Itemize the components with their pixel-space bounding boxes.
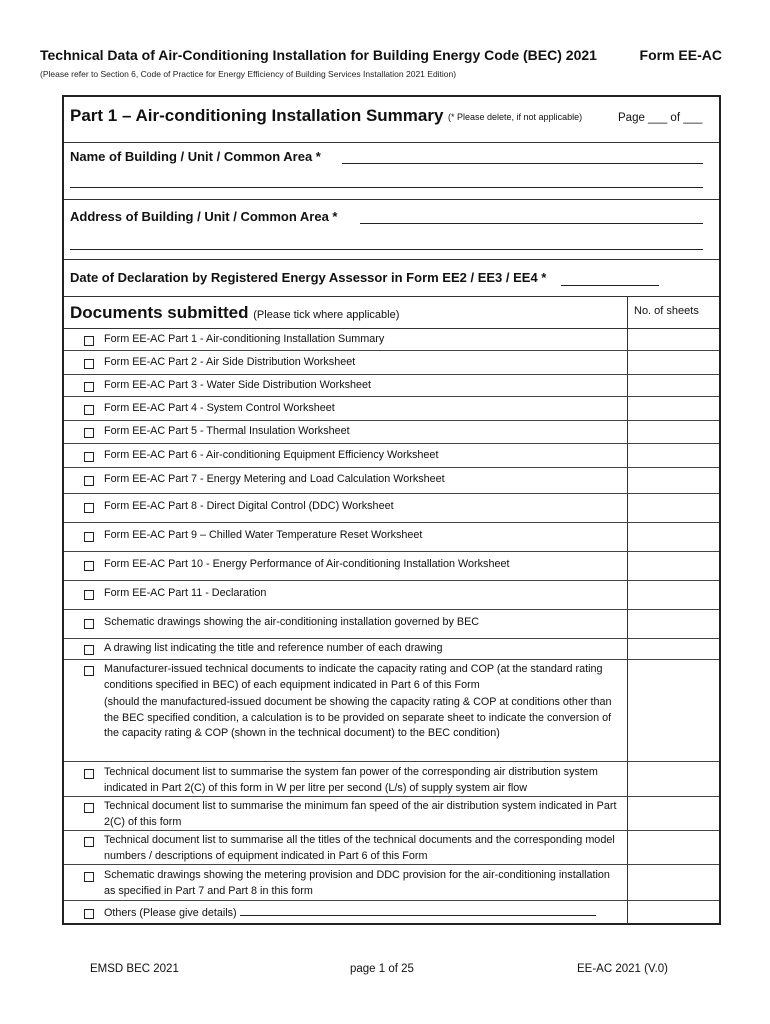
checkbox[interactable]	[84, 532, 94, 542]
address-label: Address of Building / Unit / Common Area *	[70, 209, 338, 224]
footer-left: EMSD BEC 2021	[90, 963, 179, 975]
document-item-cell	[64, 581, 627, 609]
document-item	[64, 639, 719, 660]
document-item-cell	[64, 610, 627, 638]
others-details-input[interactable]	[240, 905, 596, 916]
checkbox[interactable]	[84, 503, 94, 513]
documents-title	[70, 303, 399, 323]
document-item-label: Technical document list to summarise the minimum fan speed of the air distribution system indicated in Part 2(C) of this form	[104, 800, 617, 828]
document-item-cell	[64, 552, 627, 580]
footer-right: EE-AC 2021 (V.0)	[577, 963, 668, 975]
document-item	[64, 660, 719, 762]
reference-note: (Please refer to Section 6, Code of Practice for Energy Efficiency of Building Services Installation 2021 Edition)	[40, 69, 457, 79]
document-item-cell	[64, 468, 627, 493]
document-item-label: Technical document list to summarise the system fan power of the corresponding air distribution system indicated in Part 2(C) of this form in W per litre per second (L/s) of supply system air flow	[104, 766, 598, 794]
document-item-cell	[64, 397, 627, 420]
part1-title: Part 1 – Air-conditioning Installation Summary	[70, 106, 444, 125]
document-item-label: Form EE-AC Part 10 - Energy Performance of Air-conditioning Installation Worksheet	[104, 558, 510, 570]
checkbox[interactable]	[84, 619, 94, 629]
document-item	[64, 397, 719, 421]
form-title: Technical Data of Air-Conditioning Installation for Building Energy Code (BEC) 2021	[40, 47, 597, 63]
part1-header-row	[64, 97, 719, 143]
checkbox[interactable]	[84, 561, 94, 571]
document-item-label: Form EE-AC Part 2 - Air Side Distribution Worksheet	[104, 356, 356, 368]
document-item-cell	[64, 494, 627, 522]
document-item-label: Manufacturer-issued technical documents to indicate the capacity rating and COP (at the standard rating conditions specified in BEC) of each equipment indicated in Part 6 of this Form	[104, 663, 603, 691]
sheets-column-header: No. of sheets	[634, 305, 699, 317]
documents-title-text: Documents submitted	[70, 303, 249, 322]
address-input-line-2[interactable]	[70, 235, 703, 250]
document-item-label: Form EE-AC Part 8 - Direct Digital Control (DDC) Worksheet	[104, 500, 394, 512]
address-row	[64, 200, 719, 260]
document-item-label: Technical document list to summarise all the titles of the technical documents and the corresponding model numbers / descriptions of equipment indicated in Part 6 of this Form	[104, 834, 615, 862]
checkbox[interactable]	[84, 405, 94, 415]
document-item-cell	[64, 901, 627, 925]
document-item-others	[64, 901, 719, 925]
building-name-label: Name of Building / Unit / Common Area *	[70, 149, 321, 164]
document-item-label: Form EE-AC Part 6 - Air-conditioning Equipment Efficiency Worksheet	[104, 449, 439, 461]
document-item-cell	[64, 639, 627, 659]
document-item-cell	[64, 444, 627, 467]
document-item	[64, 610, 719, 639]
checkbox[interactable]	[84, 666, 94, 676]
document-item-cell	[64, 865, 627, 900]
building-name-input-line-1[interactable]	[342, 149, 703, 164]
document-item	[64, 375, 719, 397]
document-item-cell	[64, 762, 627, 796]
declaration-date-row	[64, 260, 719, 297]
form-id: Form EE-AC	[639, 47, 722, 63]
document-item-label: Form EE-AC Part 1 - Air-conditioning Installation Summary	[104, 333, 385, 345]
checkbox[interactable]	[84, 336, 94, 346]
checkbox[interactable]	[84, 769, 94, 779]
document-item	[64, 351, 719, 375]
document-item	[64, 468, 719, 494]
document-item-label: A drawing list indicating the title and reference number of each drawing	[104, 642, 443, 654]
document-item-label: Form EE-AC Part 3 - Water Side Distribution Worksheet	[104, 379, 372, 391]
document-item-cell	[64, 351, 627, 374]
document-item-cell	[64, 421, 627, 443]
document-item-label: Schematic drawings showing the metering provision and DDC provision for the air-conditioning installation as specified in Part 7 and Part 8 in this form	[104, 869, 610, 897]
document-item-note: (should the manufactured-issued document be showing the capacity rating & COP at conditions other than the BEC specified condition, a calculation is to be provided on separate sheet to indicate the conversion of the capacity rating & COP (shown in the technical document) to the BEC condition)	[104, 696, 612, 739]
document-item-label: Form EE-AC Part 5 - Thermal Insulation Worksheet	[104, 425, 350, 437]
document-item-cell	[64, 660, 627, 761]
checkbox[interactable]	[84, 359, 94, 369]
document-item	[64, 523, 719, 552]
document-item	[64, 797, 719, 831]
document-item-label-group	[104, 662, 621, 742]
document-item-cell	[64, 375, 627, 396]
page-of-field[interactable]: Page ___ of ___	[618, 112, 703, 124]
checkbox[interactable]	[84, 837, 94, 847]
document-item-label: Form EE-AC Part 4 - System Control Worksheet	[104, 402, 335, 414]
document-item-label: Form EE-AC Part 9 – Chilled Water Temperature Reset Worksheet	[104, 529, 423, 541]
checkbox[interactable]	[84, 645, 94, 655]
checkbox[interactable]	[84, 872, 94, 882]
document-item	[64, 444, 719, 468]
documents-subtitle: (Please tick where applicable)	[253, 309, 400, 321]
checkbox[interactable]	[84, 590, 94, 600]
form-frame	[62, 95, 721, 925]
checkbox[interactable]	[84, 476, 94, 486]
building-name-input-line-2[interactable]	[70, 173, 703, 188]
address-input-line-1[interactable]	[360, 209, 703, 224]
document-item	[64, 494, 719, 523]
checkbox[interactable]	[84, 428, 94, 438]
checkbox[interactable]	[84, 909, 94, 919]
document-item	[64, 865, 719, 901]
document-item-label: Schematic drawings showing the air-conditioning installation governed by BEC	[104, 616, 480, 628]
document-item-label: Others (Please give details)	[104, 907, 237, 919]
document-item	[64, 581, 719, 610]
document-item-cell	[64, 523, 627, 551]
document-item-cell	[64, 831, 627, 864]
checkbox[interactable]	[84, 382, 94, 392]
others-label-group	[104, 905, 621, 922]
document-item	[64, 421, 719, 444]
document-item	[64, 329, 719, 351]
document-item-label: Form EE-AC Part 7 - Energy Metering and Load Calculation Worksheet	[104, 473, 445, 485]
document-item-cell	[64, 797, 627, 830]
document-item-label: Form EE-AC Part 11 - Declaration	[104, 587, 267, 599]
checkbox[interactable]	[84, 452, 94, 462]
document-item	[64, 552, 719, 581]
document-item	[64, 831, 719, 865]
document-item	[64, 762, 719, 797]
documents-header-row	[64, 297, 719, 329]
declaration-date-label: Date of Declaration by Registered Energy Assessor in Form EE2 / EE3 / EE4 *	[70, 270, 547, 285]
document-item-cell	[64, 329, 627, 350]
declaration-date-input[interactable]	[561, 270, 659, 286]
footer-page-number: page 1 of 25	[350, 963, 414, 975]
checkbox[interactable]	[84, 803, 94, 813]
delete-note: (* Please delete, if not applicable)	[448, 112, 583, 122]
building-name-row	[64, 143, 719, 200]
